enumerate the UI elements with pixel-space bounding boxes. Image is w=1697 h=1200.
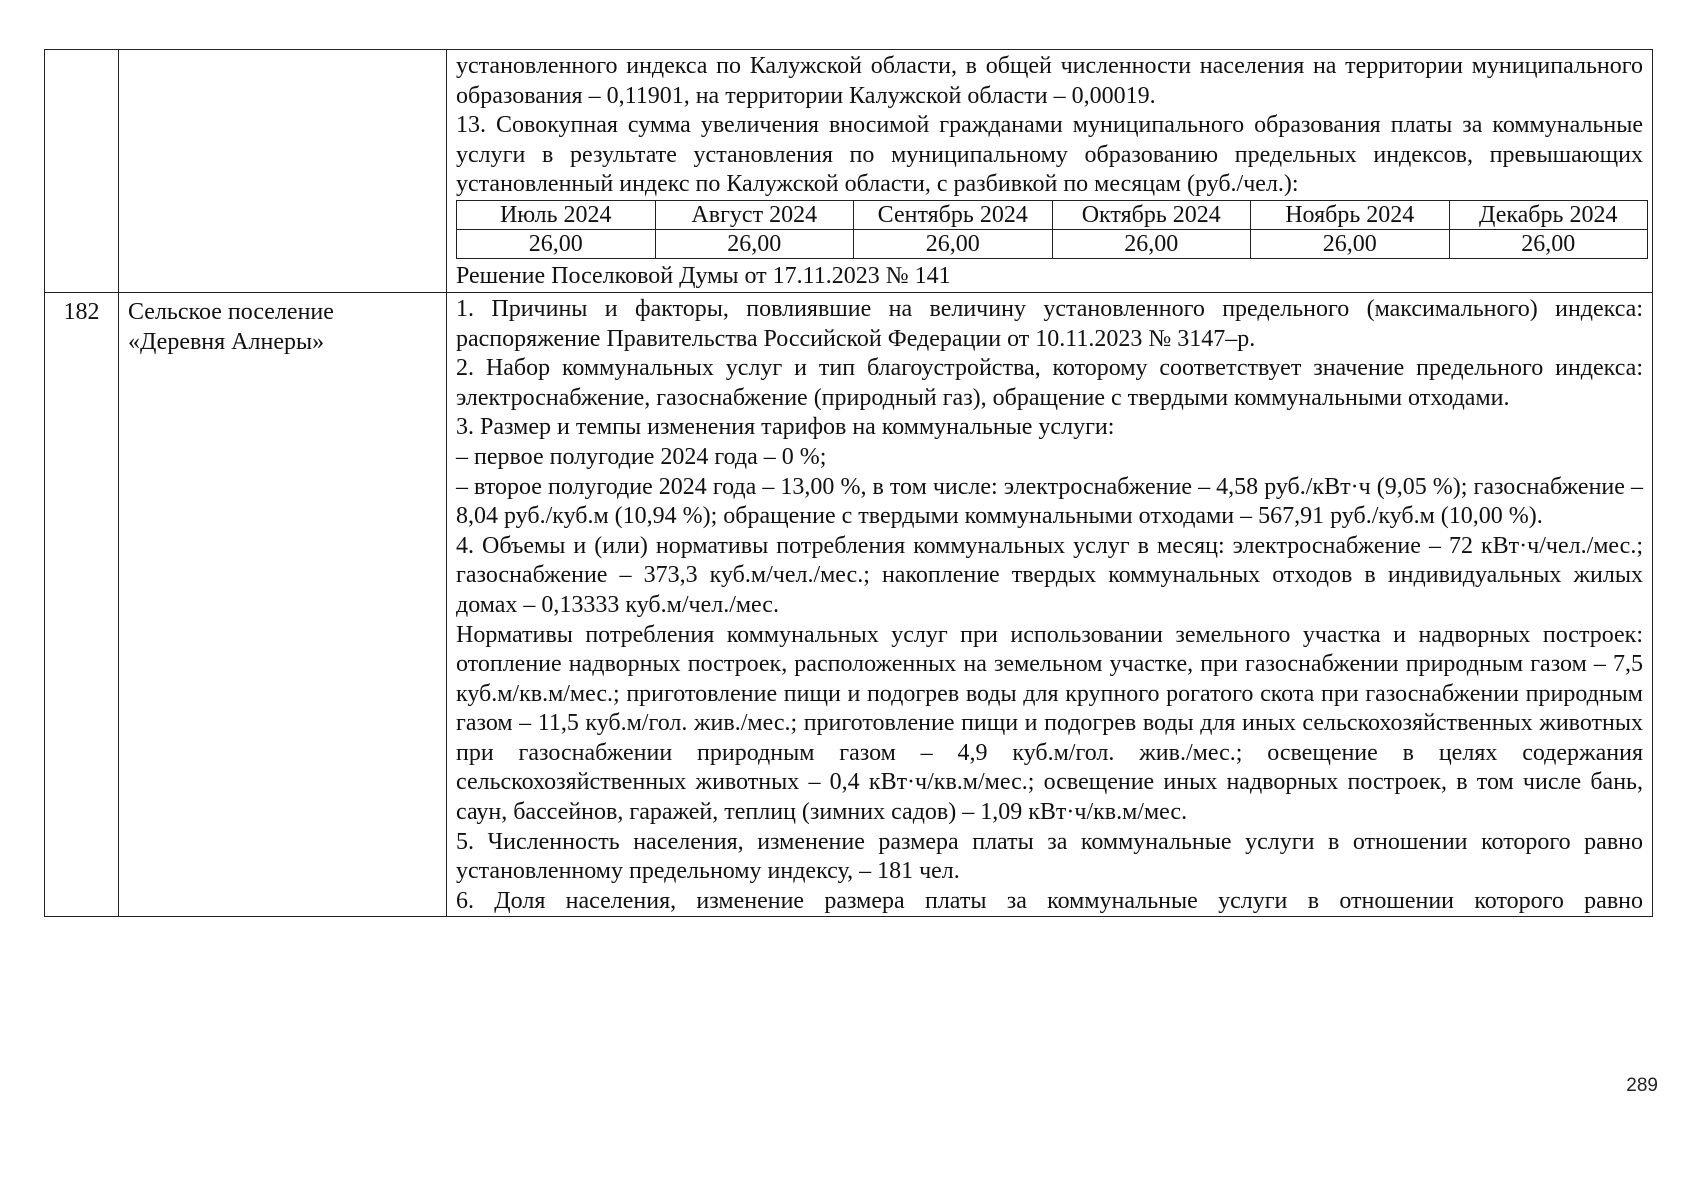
municipality-name-line: «Деревня Алнеры» bbox=[128, 328, 325, 355]
table-row bbox=[45, 292, 1653, 916]
municipality-name-line: Сельское поселение bbox=[128, 298, 334, 325]
month-value: 26,00 bbox=[457, 229, 656, 258]
month-header: Декабрь 2024 bbox=[1449, 200, 1648, 229]
months-value-row bbox=[457, 229, 1648, 258]
description-cell bbox=[447, 292, 1653, 916]
municipality-name-cell bbox=[119, 292, 447, 916]
month-value: 26,00 bbox=[1449, 229, 1648, 258]
paragraph: 2. Набор коммунальных услуг и тип благоустройства, которому соответствует значение предельного индекса: электроснабжение, газоснабжение (природный газ), обращение с твердыми коммунальными отходами. bbox=[456, 355, 1643, 411]
paragraph: Нормативы потребления коммунальных услуг при использовании земельного участка и надворных построек: отопление надворных построек, расположенных на земельном участке, при газоснабжении природным газом – 7,5 куб.м/кв.м/мес.; приготовление пищи и подогрев воды для крупного рогатого скота при газоснабжении природным газом – 11,5 куб.м/гол. жив./мес.; приготовление пищи и подогрев воды для иных сельскохозяйственных животных при газоснабжении природным газом – 4,9 куб.м/гол. жив./мес.; освещение в целях содержания сельскохозяйственных животных – 0,4 кВт·ч/кв.м/мес.; освещение иных надворных построек, в том числе бань, саун, бассейнов, гаражей, теплиц (зимних садов) – 1,09 кВт·ч/кв.м/мес. bbox=[456, 621, 1643, 826]
months-header-row bbox=[457, 200, 1648, 229]
municipal-index-table bbox=[44, 49, 1653, 917]
table-row bbox=[45, 50, 1653, 293]
paragraph: 1. Причины и факторы, повлиявшие на величину установленного предельного (максимального) индекса: распоряжение Правительства Российской Федерации от 10.11.2023 № 3147–р. bbox=[456, 295, 1643, 352]
month-header: Ноябрь 2024 bbox=[1251, 200, 1450, 229]
month-value: 26,00 bbox=[1251, 229, 1450, 258]
decision-reference: Решение Поселковой Думы от 17.11.2023 № 141 bbox=[456, 262, 951, 289]
paragraph: установленного индекса по Калужской области, в общей численности населения на территории муниципального образования – 0,11901, на территории Калужской области – 0,00019. bbox=[456, 53, 1643, 109]
paragraph: 3. Размер и темпы изменения тарифов на коммунальные услуги: bbox=[456, 414, 1115, 441]
municipality-name-cell bbox=[119, 50, 447, 293]
month-header: Август 2024 bbox=[655, 200, 854, 229]
month-value: 26,00 bbox=[655, 229, 854, 258]
paragraph: 13. Совокупная сумма увеличения вносимой гражданами муниципального образования платы за коммунальные услуги в результате установления по муниципальному образованию предельных индексов, превышающих установленный индекс по Калужской области, с разбивкой по месяцам (руб./чел.): bbox=[456, 112, 1643, 198]
page-number: 289 bbox=[1626, 1075, 1658, 1096]
row-number-cell bbox=[45, 50, 119, 293]
month-header: Октябрь 2024 bbox=[1052, 200, 1251, 229]
month-value: 26,00 bbox=[1052, 229, 1251, 258]
monthly-increase-table bbox=[456, 200, 1648, 259]
paragraph: – второе полугодие 2024 года – 13,00 %, в том числе: электроснабжение – 4,58 руб./кВт·ч (9,05 %); газоснабжение – 8,04 руб./куб.м (10,94 %); обращение с твердыми коммунальными отходами – 567,91 руб./куб.м (10,00 %). bbox=[456, 473, 1643, 530]
paragraph: 4. Объемы и (или) нормативы потребления коммунальных услуг в месяц: электроснабжение – 72 кВт·ч/чел./мес.; газоснабжение – 373,3 куб.м/чел./мес.; накопление твердых коммунальных отходов в индивидуальных жилых домах – 0,13333 куб.м/чел./мес. bbox=[456, 532, 1643, 618]
month-header: Сентябрь 2024 bbox=[854, 200, 1053, 229]
month-header: Июль 2024 bbox=[457, 200, 656, 229]
paragraph: 5. Численность населения, изменение размера платы за коммунальные услуги в отношении которого равно установленному предельному индексу, – 181 чел. bbox=[456, 828, 1643, 885]
paragraph: 6. Доля населения, изменение размера платы за коммунальные услуги в отношении которого равно bbox=[456, 887, 1643, 914]
description-cell bbox=[447, 50, 1653, 293]
row-number-cell: 182 bbox=[45, 292, 119, 916]
paragraph: – первое полугодие 2024 года – 0 %; bbox=[456, 443, 827, 470]
month-value: 26,00 bbox=[854, 229, 1053, 258]
